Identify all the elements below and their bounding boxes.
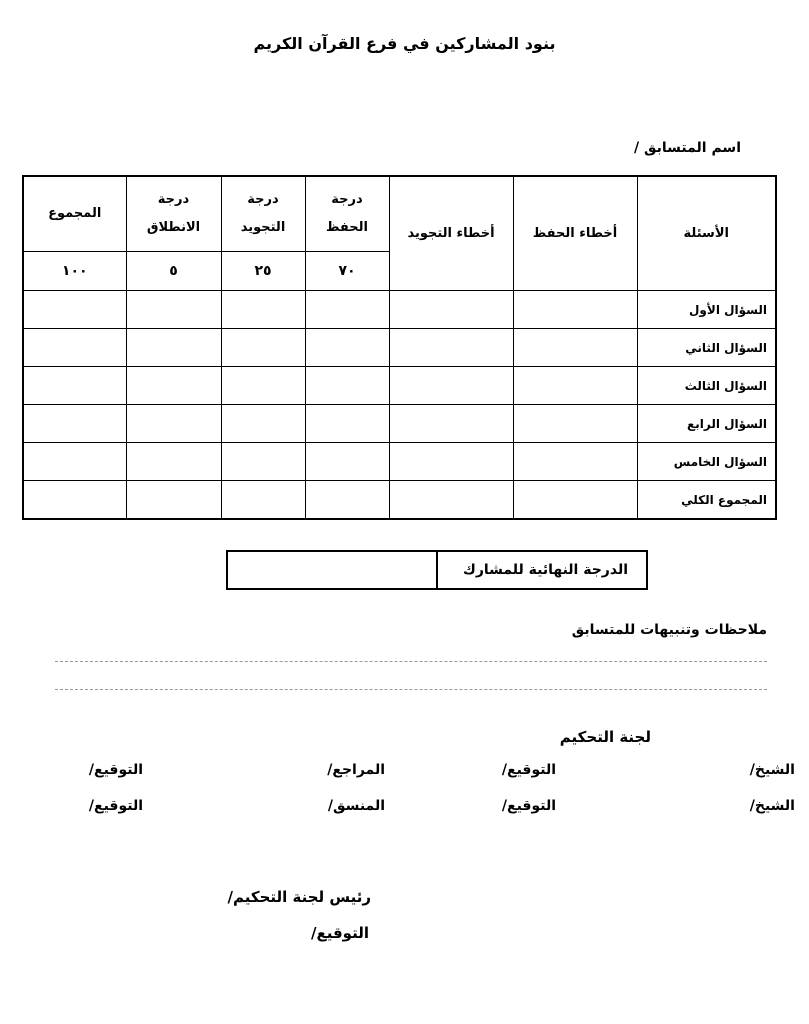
final-grade-value xyxy=(227,551,437,589)
table-row xyxy=(23,367,776,405)
chair-signature-label: التوقيع/ xyxy=(311,924,369,942)
row-label: السؤال الثالث xyxy=(637,367,776,405)
row-label: السؤال الخامس xyxy=(637,443,776,481)
table-row xyxy=(23,443,776,481)
header-questions: الأسئلة xyxy=(637,176,776,291)
contestant-name-label: اسم المتسابق / xyxy=(634,140,741,156)
header-memorization-errors: أخطاء الحفظ xyxy=(513,176,637,291)
header-total: المجموع xyxy=(23,176,126,252)
sheikh-label: الشيخ/ xyxy=(749,798,795,814)
table-row xyxy=(23,405,776,443)
signature-label: التوقيع/ xyxy=(501,762,556,778)
reviewer-label: المراجع/ xyxy=(327,762,385,778)
max-tajweed: ٢٥ xyxy=(221,252,305,291)
notes-label: ملاحظات وتنبيهات للمتسابق xyxy=(571,622,767,638)
table-row xyxy=(23,329,776,367)
committee-chair-label: رئيس لجنة التحكيم/ xyxy=(227,888,371,906)
notes-line xyxy=(55,661,767,662)
row-label: المجموع الكلي xyxy=(637,481,776,520)
header-tajweed-grade: درجة التجويد xyxy=(221,176,305,252)
notes-line xyxy=(55,689,767,690)
signature-label: التوقيع/ xyxy=(88,762,143,778)
committee-label: لجنة التحكيم xyxy=(559,728,651,746)
row-label: السؤال الرابع xyxy=(637,405,776,443)
max-fluency: ٥ xyxy=(126,252,221,291)
row-label: السؤال الثاني xyxy=(637,329,776,367)
final-grade-table xyxy=(226,550,648,590)
header-tajweed-errors: أخطاء التجويد xyxy=(389,176,513,291)
signature-label: التوقيع/ xyxy=(88,798,143,814)
row-label: السؤال الأول xyxy=(637,291,776,329)
header-memorization-grade: درجة الحفظ xyxy=(305,176,389,252)
max-memorization: ٧٠ xyxy=(305,252,389,291)
coordinator-label: المنسق/ xyxy=(327,798,385,814)
page-title: بنود المشاركين في فرع القرآن الكريم xyxy=(253,34,556,53)
signature-label: التوقيع/ xyxy=(501,798,556,814)
table-row xyxy=(23,291,776,329)
final-grade-label: الدرجة النهائية للمشارك xyxy=(437,551,647,589)
sheikh-label: الشيخ/ xyxy=(749,762,795,778)
max-total: ١٠٠ xyxy=(23,252,126,291)
header-fluency-grade: درجة الانطلاق xyxy=(126,176,221,252)
table-row xyxy=(23,481,776,520)
scores-table xyxy=(22,175,777,520)
